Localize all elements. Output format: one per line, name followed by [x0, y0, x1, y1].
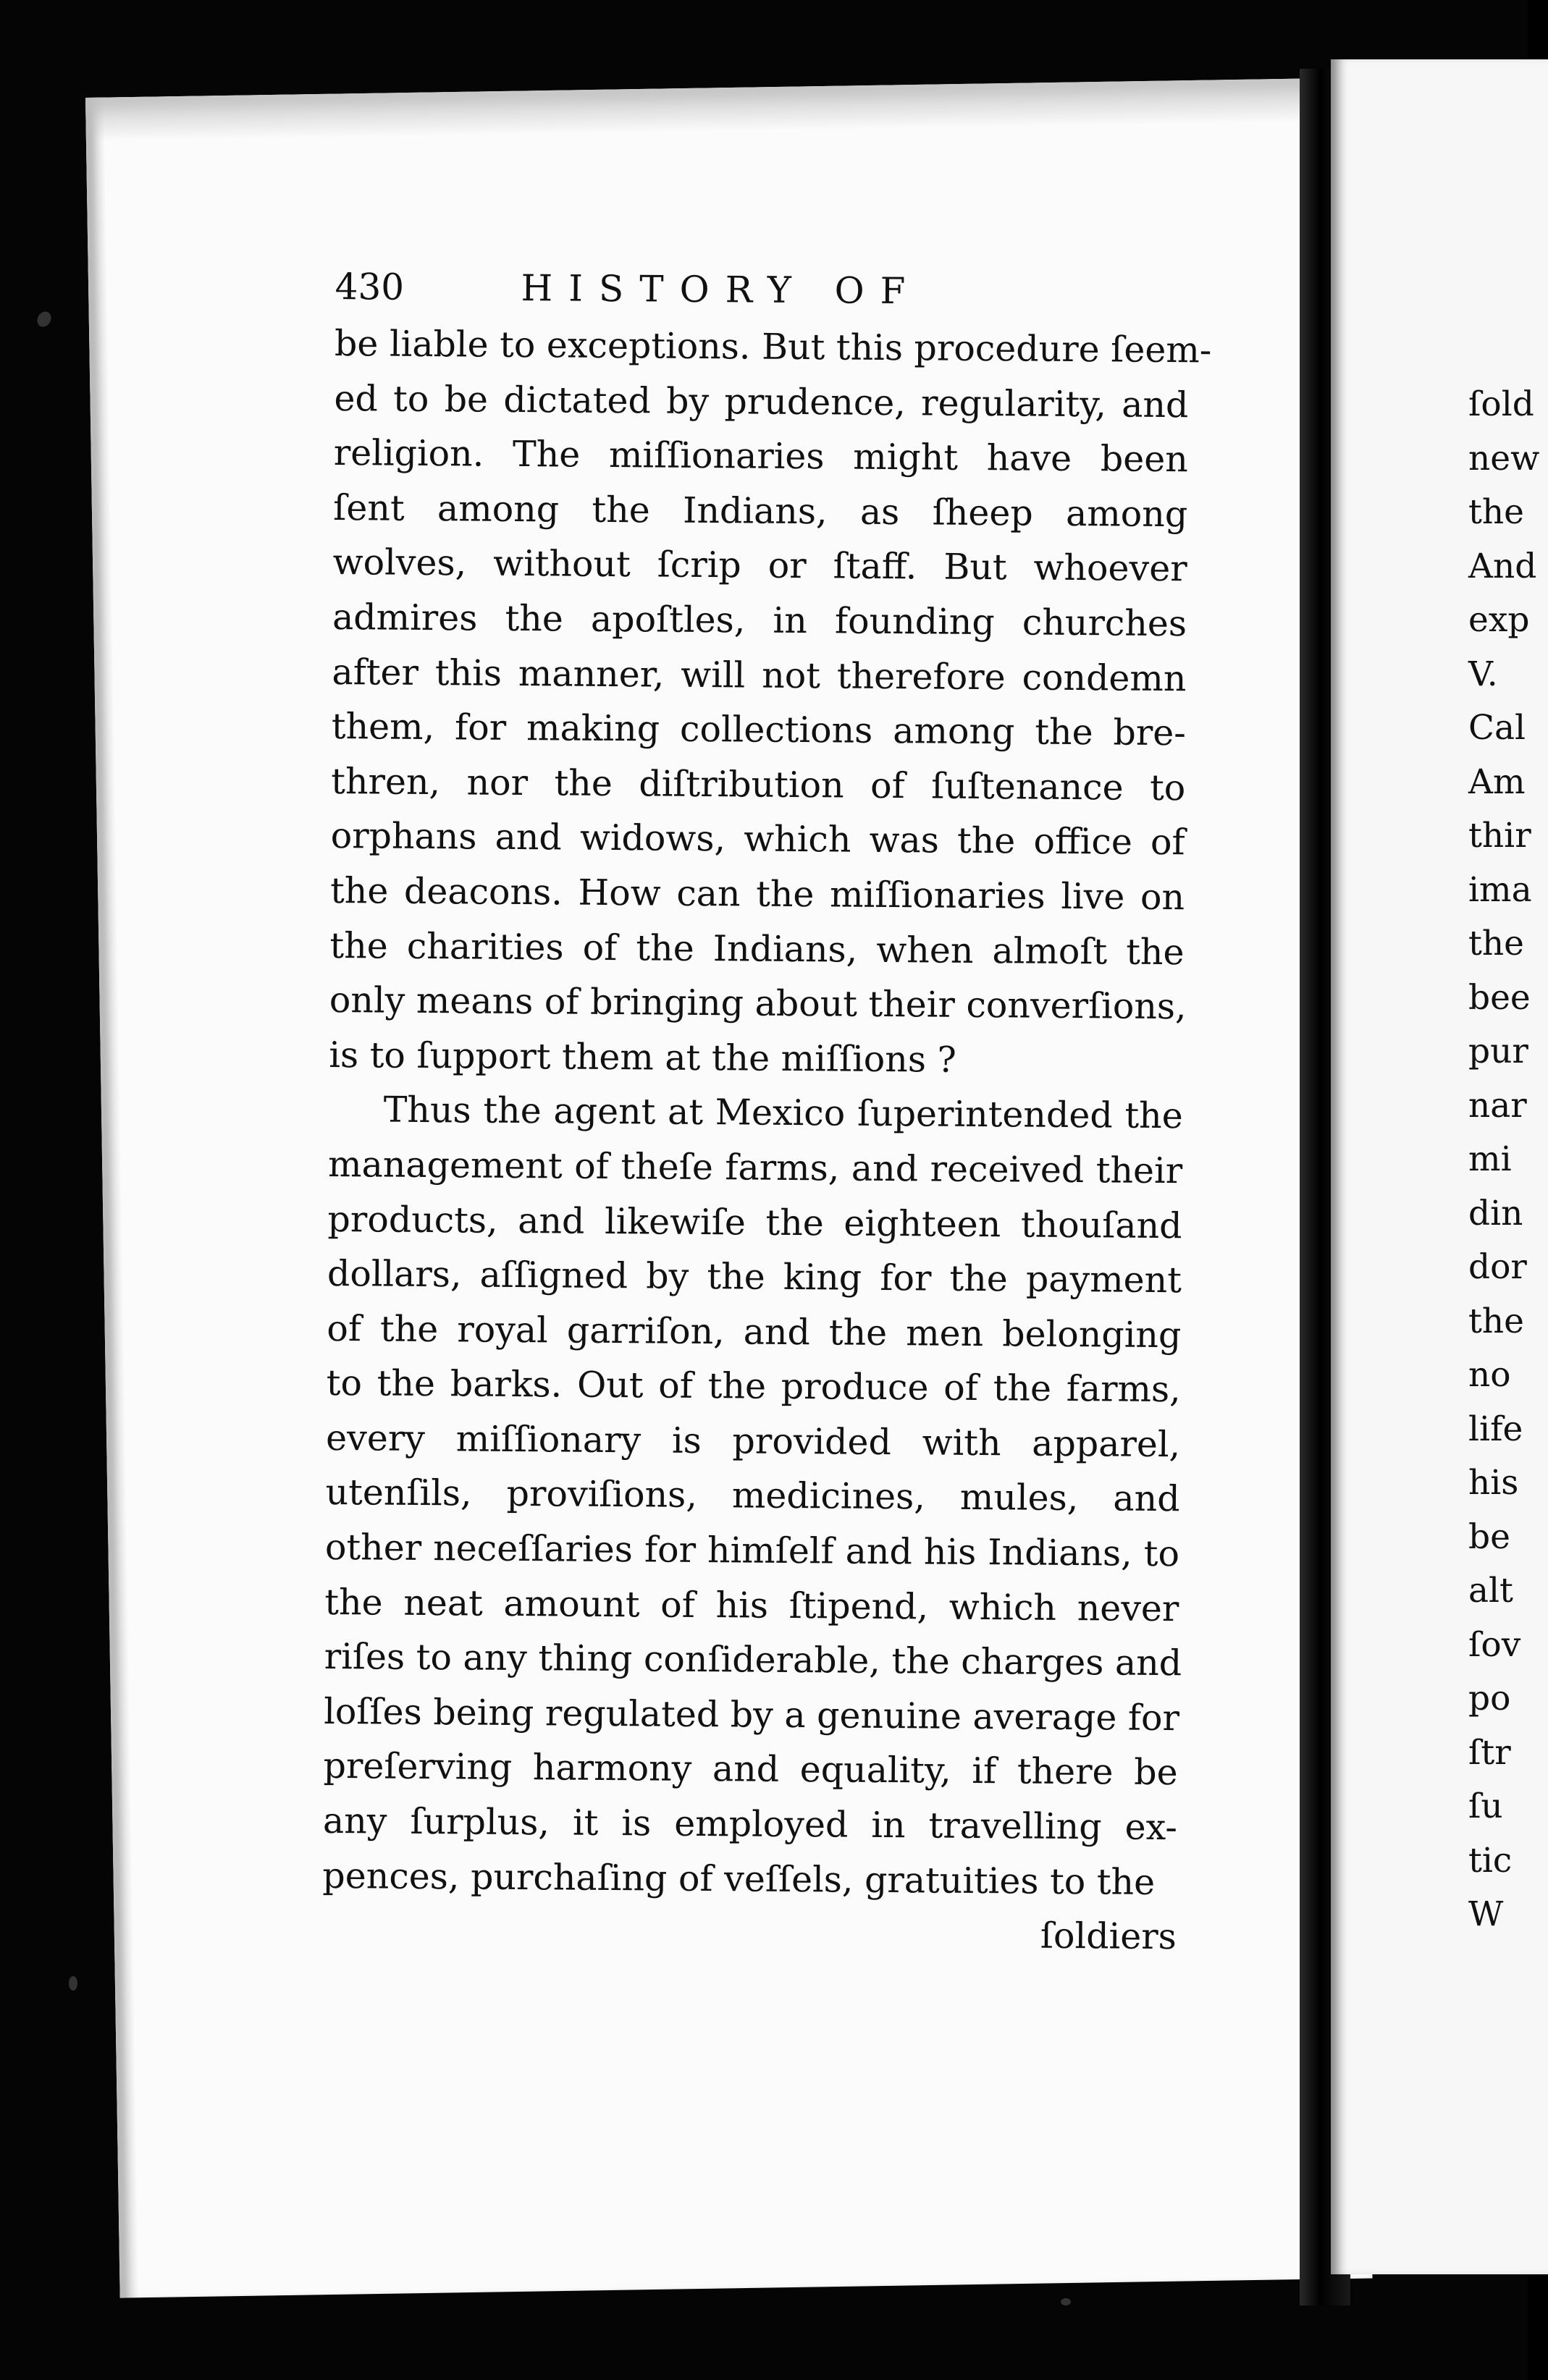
- text-line: utenſils, proviſions, medicines, mules, and: [325, 1472, 1180, 1520]
- facing-page-line: bee: [1468, 977, 1531, 1018]
- facing-page-line: V.: [1468, 654, 1498, 694]
- text-line: the neat amount of his ſtipend, which never: [324, 1581, 1179, 1629]
- text-line: preſerving harmony and equality, if there be: [323, 1745, 1178, 1794]
- facing-page-line: tic: [1468, 1840, 1513, 1881]
- text-line: riſes to any thing conſiderable, the charges and: [324, 1636, 1182, 1684]
- text-line: thren, nor the diſtribution of ſuſtenance to: [331, 760, 1186, 809]
- text-line: products, and likewiſe the eighteen thouſand: [327, 1198, 1182, 1246]
- text-line: dollars, aſſigned by the king for the payment: [327, 1253, 1182, 1301]
- facing-page-line: his: [1468, 1463, 1519, 1503]
- text-line: after this manner, will not therefore condemn: [332, 651, 1187, 699]
- text-line: only means of bringing about their converſions,: [329, 979, 1187, 1028]
- facing-page-line: pur: [1468, 1031, 1528, 1071]
- facing-page-line: ſov: [1468, 1624, 1521, 1665]
- text-line: admires the apoſtles, in founding churches: [332, 596, 1187, 645]
- facing-page-line: dor: [1468, 1247, 1527, 1287]
- scan-speck: [1061, 2298, 1071, 2305]
- text-line: them, for making collections among the bre-: [331, 706, 1187, 754]
- page-header: [335, 257, 1190, 323]
- text-line: is to ſupport them at the miſſions ?: [329, 1034, 957, 1081]
- facing-page-line: W: [1468, 1894, 1504, 1934]
- text-line: other neceſſaries for himſelf and his Indians, to: [324, 1527, 1180, 1575]
- facing-page-line: And: [1468, 546, 1537, 586]
- running-title: HISTORY OF: [521, 267, 922, 313]
- text-line: pences, purchaſing of veſſels, gratuities to the: [322, 1854, 1156, 1903]
- text-line: every miſſionary is provided with apparel,: [325, 1417, 1181, 1466]
- text-line: of the royal garriſon, and the men belonging: [327, 1307, 1182, 1356]
- facing-page-line: no: [1468, 1355, 1511, 1395]
- page-text: [322, 257, 1212, 1965]
- body-text: [322, 316, 1212, 1910]
- text-line: any ſurplus, it is employed in travelling ex-: [322, 1799, 1178, 1849]
- facing-page-text: [1468, 378, 1539, 1942]
- text-line: ed to be dictated by prudence, regularity, and: [334, 377, 1189, 426]
- facing-page-line: mi: [1468, 1139, 1512, 1179]
- facing-page-line: ſu: [1468, 1786, 1503, 1826]
- scan-speck: [35, 309, 54, 329]
- facing-page: [1331, 59, 1548, 2274]
- text-line: management of theſe farms, and received their: [327, 1143, 1183, 1192]
- text-line: Thus the agent at Mexico ſuperintended the: [383, 1089, 1183, 1137]
- text-line: wolves, without ſcrip or ſtaff. But whoever: [332, 541, 1187, 590]
- text-line: ſent among the Indians, as ſheep among: [333, 486, 1188, 536]
- facing-page-line: alt: [1468, 1571, 1513, 1611]
- facing-page-line: din: [1468, 1193, 1523, 1233]
- facing-page-line: ima: [1468, 869, 1532, 910]
- facing-page-line: be: [1468, 1516, 1510, 1557]
- page-number: 430: [335, 265, 405, 308]
- text-line: be liable to exceptions. But this procedure ſeem-: [334, 322, 1212, 371]
- facing-page-line: the: [1468, 492, 1524, 532]
- text-line: loſſes being regulated by a genuine average for: [323, 1690, 1180, 1739]
- facing-page-line: po: [1468, 1679, 1511, 1718]
- text-line: orphans and widows, which was the office of: [330, 815, 1185, 864]
- facing-page-line: ſold: [1468, 384, 1534, 424]
- facing-page-line: life: [1468, 1409, 1523, 1449]
- facing-page-line: the: [1468, 1301, 1524, 1341]
- facing-page-line: new: [1468, 438, 1540, 478]
- text-line: to the barks. Out of the produce of the farms,: [326, 1362, 1181, 1411]
- facing-page-line: thir: [1468, 816, 1531, 856]
- facing-page-line: Am: [1468, 761, 1526, 802]
- facing-page-line: Cal: [1468, 708, 1526, 748]
- facing-page-line: the: [1468, 924, 1524, 963]
- facing-page-line: exp: [1468, 600, 1530, 640]
- text-line: the charities of the Indians, when almoſt the: [329, 924, 1185, 973]
- text-line: the deacons. How can the miſſionaries live on: [329, 869, 1185, 919]
- facing-page-line: nar: [1468, 1085, 1527, 1126]
- facing-page-line: ſtr: [1468, 1732, 1511, 1773]
- text-line: religion. The miſſionaries might have been: [333, 432, 1189, 481]
- scan-speck: [69, 1976, 77, 1991]
- catchword: ſoldiers: [1040, 1915, 1177, 1958]
